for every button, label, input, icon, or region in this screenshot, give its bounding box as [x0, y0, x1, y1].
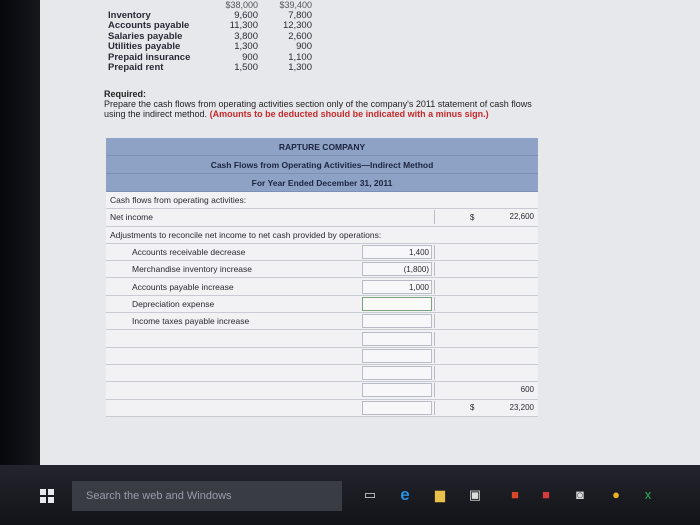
blank-row [106, 365, 538, 382]
adjustment-row [106, 278, 538, 295]
app-icon-red[interactable]: ■ [511, 487, 519, 502]
net-income-dollar: $ [470, 212, 475, 222]
blank-total-input[interactable] [434, 332, 536, 346]
balance-label: Salaries payable [108, 30, 183, 42]
balance-current: 11,300 [229, 20, 258, 31]
balance-current: 900 [242, 51, 258, 63]
net-income-label: Net income [110, 212, 153, 223]
balance-row [108, 42, 368, 53]
adjustments-row [106, 227, 538, 244]
total-input[interactable]: 23,200 [434, 401, 536, 415]
blank-total-input[interactable] [434, 349, 536, 363]
balance-prior: 12,300 [282, 20, 312, 31]
balance-current: 1,500 [234, 62, 258, 73]
total-dollar: $ [470, 403, 475, 413]
chrome-icon[interactable]: ● [612, 487, 620, 502]
app-icon-red-2[interactable]: ■ [542, 487, 550, 502]
balance-current: 1,300 [234, 41, 258, 52]
balance-label: Accounts payable [108, 20, 190, 31]
statement-header: Cash Flows from Operating Activities—Indirect Method [106, 156, 538, 174]
balance-prior: 1,300 [288, 62, 312, 73]
net-income-input[interactable]: 22,600 [434, 210, 536, 224]
blank-row [106, 348, 538, 365]
adjustment-label: Income taxes payable increase [132, 316, 250, 327]
balances-header-v1: $38,000 [225, 0, 258, 10]
balances-header-row [108, 0, 368, 11]
screen [40, 0, 700, 465]
adjustment-label: Accounts payable increase [132, 281, 234, 292]
balances-table [108, 0, 368, 74]
subtotal-row [106, 382, 538, 399]
adjustment-input[interactable]: 1,400 [362, 245, 432, 259]
adjustments-label: Adjustments to reconcile net income to net cash provided by operations: [110, 229, 382, 240]
store-icon[interactable]: ▣ [468, 487, 482, 502]
period-header: For Year Ended December 31, 2011 [106, 174, 538, 192]
balance-current: 9,600 [234, 9, 258, 21]
taskbar-search-input[interactable]: Search the web and Windows [72, 481, 342, 511]
adjustment-input[interactable]: 1,000 [362, 280, 432, 294]
balance-label: Utilities payable [108, 41, 181, 52]
balance-row [108, 21, 368, 32]
required-title: Required: [104, 89, 147, 99]
blank-input[interactable] [362, 366, 432, 380]
adjustment-input-active[interactable] [362, 297, 432, 311]
screen-bezel [0, 0, 40, 465]
required-text: Prepare the cash flows from operating activities section only of the company's 2011 statement of cash flows using the indirect method. [104, 99, 532, 119]
subtotal-input[interactable]: 600 [434, 383, 536, 397]
adjustment-total-input[interactable] [434, 280, 536, 294]
blank-input[interactable] [362, 332, 432, 346]
blank-row [106, 330, 538, 347]
balance-prior: 900 [296, 41, 312, 52]
balance-prior: 1,100 [288, 51, 312, 63]
file-explorer-icon[interactable]: ▆ [435, 487, 445, 502]
windows-start-icon[interactable] [40, 489, 54, 503]
blank-input[interactable] [362, 349, 432, 363]
required-note: (Amounts to be deducted should be indicated with a minus sign.) [209, 109, 489, 119]
adjustment-row [106, 261, 538, 278]
balance-label: Prepaid rent [108, 62, 164, 73]
task-view-icon[interactable]: ▭ [363, 487, 377, 502]
adjustment-row [106, 244, 538, 261]
total-label-input[interactable] [362, 401, 432, 415]
total-row [106, 400, 538, 417]
adjustment-input[interactable] [362, 314, 432, 328]
cash-flow-worksheet [106, 138, 538, 417]
section-row [106, 192, 538, 209]
adjustment-row [106, 296, 538, 313]
balance-row [108, 63, 368, 74]
company-header: RAPTURE COMPANY [106, 138, 538, 156]
balances-header-v2: $39,400 [279, 0, 312, 10]
balance-prior: 7,800 [288, 9, 312, 21]
shield-icon[interactable]: ◙ [576, 487, 584, 502]
required-instructions [104, 89, 544, 119]
windows-taskbar [0, 465, 700, 525]
adjustment-label: Depreciation expense [132, 298, 215, 309]
excel-icon[interactable]: x [644, 487, 652, 502]
balance-label: Prepaid insurance [108, 51, 191, 63]
blank-total-input[interactable] [434, 366, 536, 380]
adjustment-row [106, 313, 538, 330]
adjustment-total-input[interactable] [434, 245, 536, 259]
balance-label: Inventory [108, 9, 151, 21]
balances-header-label [108, 0, 216, 11]
adjustment-label: Merchandise inventory increase [132, 264, 253, 275]
adjustment-total-input[interactable] [434, 314, 536, 328]
balance-current: 3,800 [234, 30, 258, 42]
adjustment-total-input[interactable] [434, 262, 536, 276]
balance-prior: 2,600 [288, 30, 312, 42]
adjustment-input[interactable]: (1,800) [362, 262, 432, 276]
adjustment-label: Accounts receivable decrease [132, 247, 246, 258]
edge-browser-icon[interactable]: e [400, 485, 410, 504]
net-income-row [106, 209, 538, 226]
section-label: Cash flows from operating activities: [110, 195, 247, 206]
subtotal-label-input[interactable] [362, 383, 432, 397]
adjustment-total-input[interactable] [434, 297, 536, 311]
